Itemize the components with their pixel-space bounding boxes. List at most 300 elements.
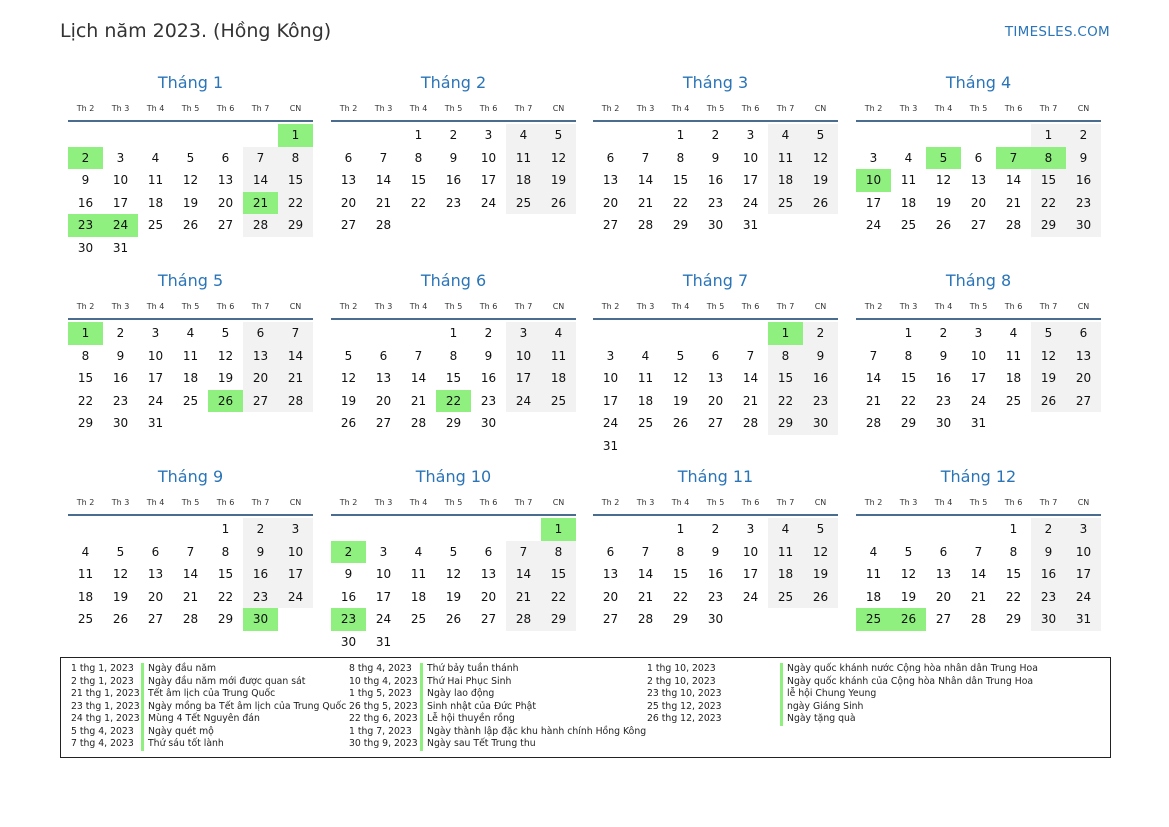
week-row — [856, 563, 1101, 586]
weekend-day: 2 — [803, 322, 838, 345]
day-cell: 28 — [637, 218, 654, 233]
weekday-header — [68, 296, 313, 320]
day-cell: 12 — [900, 567, 917, 582]
day-cell: 6 — [484, 544, 493, 559]
holiday-day: 26 — [891, 608, 926, 631]
day-cell: 14 — [1005, 173, 1022, 188]
weekend-day: 9 — [243, 541, 278, 564]
legend-holiday-name: Ngày đầu năm — [141, 663, 216, 676]
empty-cell — [138, 237, 173, 260]
weekday-label: Th 5 — [969, 498, 988, 507]
day-cell: 8 — [221, 544, 230, 559]
day-cell: 17 — [480, 173, 497, 188]
legend-row — [71, 688, 346, 701]
day-cell: 14 — [637, 173, 654, 188]
legend-row — [647, 676, 1038, 689]
day-cell: 24 — [147, 393, 164, 408]
month-block — [68, 270, 313, 435]
day-cell: 31 — [147, 416, 164, 431]
month-block — [331, 466, 576, 654]
day-cell: 16 — [935, 371, 952, 386]
day-cell: 27 — [970, 218, 987, 233]
holiday-day: 1 — [768, 322, 803, 345]
weekend-day: 5 — [541, 124, 576, 147]
day-cell: 18 — [77, 589, 94, 604]
day-cell: 7 — [379, 150, 388, 165]
day-cell: 14 — [375, 173, 392, 188]
legend-holiday-name: Ngày quốc khánh của Cộng hòa Nhân dân Trung Hoa — [780, 676, 1033, 689]
day-cell: 24 — [602, 416, 619, 431]
legend-row — [71, 676, 346, 689]
weekday-header — [856, 492, 1101, 516]
day-cell: 25 — [637, 416, 654, 431]
day-cell: 8 — [676, 150, 685, 165]
day-cell: 4 — [186, 326, 195, 340]
weekday-label: Th 7 — [776, 302, 795, 311]
holiday-day: 2 — [331, 541, 366, 564]
weekday-label: Th 5 — [181, 104, 200, 113]
day-cell: 19 — [445, 589, 462, 604]
day-cell: 11 — [865, 567, 882, 582]
day-cell: 8 — [676, 544, 685, 559]
empty-cell — [243, 237, 278, 260]
day-cell: 27 — [147, 612, 164, 627]
day-cell: 7 — [746, 348, 755, 363]
day-cell: 1 — [676, 128, 685, 142]
weekend-day: 18 — [541, 367, 576, 390]
legend-date: 10 thg 4, 2023 — [349, 675, 418, 687]
legend-date: 2 thg 1, 2023 — [71, 675, 134, 687]
week-row — [593, 214, 838, 237]
day-cell: 30 — [707, 218, 724, 233]
day-cell: 15 — [217, 567, 234, 582]
day-cell: 13 — [707, 371, 724, 386]
empty-cell — [961, 518, 996, 541]
weekday-label: Th 3 — [111, 302, 130, 311]
weekend-day: 17 — [278, 563, 313, 586]
week-row — [331, 322, 576, 345]
day-cell: 16 — [77, 195, 94, 210]
weekday-label: Th 4 — [146, 302, 165, 311]
empty-cell — [768, 214, 803, 237]
weekday-label: Th 5 — [181, 302, 200, 311]
day-cell: 11 — [147, 173, 164, 188]
day-cell: 1 — [1009, 522, 1018, 536]
weekday-label: Th 5 — [706, 302, 725, 311]
empty-cell — [208, 412, 243, 435]
day-cell: 2 — [449, 128, 458, 142]
legend-row — [349, 726, 646, 739]
day-cell: 18 — [182, 371, 199, 386]
week-row — [593, 435, 838, 458]
week-row — [856, 147, 1101, 170]
day-cell: 16 — [340, 589, 357, 604]
weekday-label: Th 2 — [339, 302, 358, 311]
legend-row — [349, 713, 646, 726]
day-cell: 12 — [340, 371, 357, 386]
day-cell: 3 — [869, 150, 878, 165]
weekday-label: Th 7 — [514, 104, 533, 113]
day-cell: 27 — [217, 218, 234, 233]
week-row — [331, 412, 576, 435]
weekday-label: Th 7 — [514, 302, 533, 311]
legend-row — [349, 738, 646, 751]
empty-cell — [856, 124, 891, 147]
weekday-label: Th 6 — [216, 104, 235, 113]
day-cell: 24 — [970, 393, 987, 408]
weekday-label: CN — [1077, 498, 1090, 507]
weekday-label: CN — [552, 302, 565, 311]
day-cell: 2 — [711, 128, 720, 142]
day-cell: 10 — [742, 544, 759, 559]
weekend-day: 15 — [768, 367, 803, 390]
legend-holiday-name: Ngày sau Tết Trung thu — [420, 738, 536, 751]
weekday-label: Th 3 — [899, 498, 918, 507]
weekday-label: Th 4 — [409, 104, 428, 113]
day-cell: 10 — [375, 567, 392, 582]
week-row — [68, 124, 313, 147]
week-row — [856, 124, 1101, 147]
legend-row — [349, 688, 646, 701]
day-cell: 5 — [221, 326, 230, 340]
holiday-day: 23 — [68, 214, 103, 237]
day-cell: 6 — [711, 348, 720, 363]
day-cell: 13 — [217, 173, 234, 188]
weekday-label: Th 5 — [181, 498, 200, 507]
day-cell: 21 — [1005, 195, 1022, 210]
week-row — [331, 518, 576, 541]
empty-cell — [138, 518, 173, 541]
weekend-day: 7 — [278, 322, 313, 345]
holiday-day: 24 — [103, 214, 138, 237]
day-cell: 14 — [865, 371, 882, 386]
day-cell: 21 — [375, 195, 392, 210]
empty-cell — [803, 214, 838, 237]
holiday-day: 22 — [436, 390, 471, 413]
legend-date: 8 thg 4, 2023 — [349, 663, 412, 674]
day-cell: 21 — [410, 393, 427, 408]
day-cell: 3 — [746, 522, 755, 536]
week-row — [856, 412, 1101, 435]
empty-cell — [138, 124, 173, 147]
day-cell: 9 — [116, 348, 125, 363]
weekend-day: 23 — [1066, 192, 1101, 215]
weekday-label: Th 5 — [444, 104, 463, 113]
day-cell: 10 — [602, 371, 619, 386]
weekday-label: Th 4 — [934, 302, 953, 311]
weekday-label: Th 3 — [899, 104, 918, 113]
month-title: Tháng 5 — [157, 271, 224, 290]
day-cell: 19 — [672, 393, 689, 408]
legend-date: 1 thg 5, 2023 — [349, 688, 412, 699]
week-row — [68, 563, 313, 586]
weekend-day: 28 — [243, 214, 278, 237]
month-block — [68, 466, 313, 631]
day-cell: 15 — [900, 371, 917, 386]
day-cell: 25 — [147, 218, 164, 233]
legend-date: 26 thg 12, 2023 — [647, 713, 722, 724]
week-row — [68, 192, 313, 215]
weekend-day: 12 — [803, 541, 838, 564]
day-cell: 12 — [217, 348, 234, 363]
day-cell: 24 — [480, 195, 497, 210]
day-cell: 12 — [182, 173, 199, 188]
day-cell: 16 — [112, 371, 129, 386]
week-row — [593, 563, 838, 586]
day-cell: 21 — [742, 393, 759, 408]
weekday-header — [68, 492, 313, 516]
empty-cell — [436, 518, 471, 541]
weekend-day: 12 — [803, 147, 838, 170]
weekday-label: Th 7 — [776, 498, 795, 507]
month-block — [68, 72, 313, 260]
empty-cell — [471, 631, 506, 654]
site-link[interactable]: TIMESLES.COM — [1004, 24, 1110, 40]
weekday-label: Th 6 — [479, 104, 498, 113]
week-row — [856, 345, 1101, 368]
day-cell: 20 — [375, 393, 392, 408]
day-cell: 6 — [151, 544, 160, 559]
weekday-label: CN — [1077, 302, 1090, 311]
weekend-day: 4 — [768, 124, 803, 147]
day-cell: 1 — [221, 522, 230, 536]
day-cell: 24 — [865, 218, 882, 233]
weekday-label: Th 3 — [636, 498, 655, 507]
weekday-label: Th 5 — [969, 104, 988, 113]
day-cell: 14 — [742, 371, 759, 386]
weekday-label: Th 2 — [339, 104, 358, 113]
day-cell: 9 — [711, 150, 720, 165]
week-row — [593, 169, 838, 192]
empty-cell — [366, 124, 401, 147]
week-row — [68, 147, 313, 170]
empty-cell — [541, 412, 576, 435]
weekend-day: 28 — [278, 390, 313, 413]
day-cell: 29 — [1005, 612, 1022, 627]
weekend-day: 18 — [768, 169, 803, 192]
week-row — [331, 563, 576, 586]
day-cell: 5 — [116, 544, 125, 559]
legend-date: 23 thg 1, 2023 — [71, 700, 140, 712]
empty-cell — [541, 631, 576, 654]
empty-cell — [401, 631, 436, 654]
empty-cell — [278, 608, 313, 631]
weekday-label: Th 4 — [146, 104, 165, 113]
empty-cell — [926, 124, 961, 147]
weekday-label: Th 4 — [671, 104, 690, 113]
weekday-label: Th 2 — [864, 104, 883, 113]
weekday-label: Th 6 — [479, 302, 498, 311]
legend-date: 1 thg 10, 2023 — [647, 663, 716, 674]
weekend-day: 30 — [1066, 214, 1101, 237]
day-cell: 30 — [935, 416, 952, 431]
day-cell: 8 — [1009, 544, 1018, 559]
holiday-day: 1 — [541, 518, 576, 541]
holiday-day: 10 — [856, 169, 891, 192]
week-row — [331, 169, 576, 192]
day-cell: 20 — [602, 195, 619, 210]
day-cell: 20 — [340, 195, 357, 210]
week-row — [593, 390, 838, 413]
day-cell: 12 — [445, 567, 462, 582]
day-cell: 17 — [147, 371, 164, 386]
empty-cell — [856, 322, 891, 345]
legend-holiday-name: Sinh nhật của Đức Phật — [420, 701, 536, 714]
day-cell: 28 — [637, 612, 654, 627]
empty-cell — [103, 518, 138, 541]
weekday-header — [856, 98, 1101, 122]
weekend-day: 14 — [278, 345, 313, 368]
day-cell: 20 — [217, 195, 234, 210]
legend-date: 1 thg 7, 2023 — [349, 725, 412, 737]
weekend-day: 16 — [1066, 169, 1101, 192]
legend-row — [349, 676, 646, 689]
empty-cell — [663, 322, 698, 345]
day-cell: 26 — [445, 612, 462, 627]
legend-column — [349, 663, 646, 751]
day-cell: 21 — [637, 195, 654, 210]
day-cell: 17 — [112, 195, 129, 210]
weekday-label: Th 2 — [601, 302, 620, 311]
weekend-day: 23 — [1031, 586, 1066, 609]
day-cell: 2 — [116, 326, 125, 340]
holiday-day: 25 — [856, 608, 891, 631]
weekday-label: Th 6 — [741, 302, 760, 311]
weekend-day: 25 — [768, 192, 803, 215]
legend-holiday-name: Ngày thành lập đặc khu hành chính Hồng Kông — [420, 726, 646, 739]
legend-row — [647, 688, 1038, 701]
weekday-label: Th 6 — [1004, 104, 1023, 113]
weekend-day: 11 — [768, 541, 803, 564]
holiday-day: 8 — [1031, 147, 1066, 170]
legend-date: 23 thg 10, 2023 — [647, 688, 722, 699]
day-cell: 2 — [711, 522, 720, 536]
weekend-day: 16 — [1031, 563, 1066, 586]
weekend-day: 17 — [1066, 563, 1101, 586]
weekday-label: Th 7 — [1039, 498, 1058, 507]
weekday-label: Th 4 — [146, 498, 165, 507]
day-cell: 9 — [449, 150, 458, 165]
weekend-day: 22 — [768, 390, 803, 413]
day-cell: 28 — [182, 612, 199, 627]
month-block — [331, 270, 576, 435]
week-row — [856, 608, 1101, 631]
day-cell: 26 — [182, 218, 199, 233]
day-cell: 15 — [77, 371, 94, 386]
empty-cell — [856, 518, 891, 541]
day-cell: 6 — [939, 544, 948, 559]
day-cell: 4 — [414, 544, 423, 559]
weekend-day: 20 — [243, 367, 278, 390]
week-row — [68, 367, 313, 390]
weekend-day: 29 — [541, 608, 576, 631]
month-block — [593, 270, 838, 458]
empty-cell — [401, 322, 436, 345]
weekday-label: Th 3 — [636, 302, 655, 311]
empty-cell — [68, 124, 103, 147]
day-cell: 11 — [1005, 348, 1022, 363]
legend-holiday-name: Ngày quét mộ — [141, 726, 214, 739]
weekend-day: 25 — [768, 586, 803, 609]
day-cell: 11 — [410, 567, 427, 582]
week-row — [856, 192, 1101, 215]
weekend-day: 14 — [243, 169, 278, 192]
week-row — [331, 147, 576, 170]
week-row — [68, 322, 313, 345]
weekend-day: 25 — [506, 192, 541, 215]
holiday-day: 2 — [68, 147, 103, 170]
weekday-label: CN — [814, 498, 827, 507]
empty-cell — [733, 608, 768, 631]
weekday-label: Th 2 — [76, 498, 95, 507]
weekend-day: 2 — [1066, 124, 1101, 147]
day-cell: 9 — [81, 173, 90, 188]
month-title: Tháng 8 — [945, 271, 1012, 290]
month-title: Tháng 1 — [157, 73, 224, 92]
day-cell: 13 — [602, 173, 619, 188]
empty-cell — [663, 435, 698, 458]
day-cell: 18 — [865, 589, 882, 604]
weekend-day: 5 — [1031, 322, 1066, 345]
day-cell: 20 — [707, 393, 724, 408]
day-cell: 19 — [217, 371, 234, 386]
day-cell: 3 — [974, 326, 983, 340]
day-cell: 19 — [340, 393, 357, 408]
day-cell: 20 — [480, 589, 497, 604]
day-cell: 19 — [112, 589, 129, 604]
empty-cell — [1066, 412, 1101, 435]
day-cell: 10 — [742, 150, 759, 165]
weekend-day: 15 — [1031, 169, 1066, 192]
empty-cell — [366, 518, 401, 541]
day-cell: 6 — [379, 348, 388, 363]
day-cell: 27 — [602, 612, 619, 627]
week-row — [331, 586, 576, 609]
day-cell: 22 — [672, 589, 689, 604]
day-cell: 11 — [637, 371, 654, 386]
day-cell: 23 — [707, 589, 724, 604]
week-row — [593, 147, 838, 170]
month-title: Tháng 10 — [415, 467, 492, 486]
legend-holiday-name: Ngày đầu năm mới được quan sát — [141, 676, 305, 689]
weekday-label: Th 3 — [374, 104, 393, 113]
weekend-day: 30 — [1031, 608, 1066, 631]
day-cell: 1 — [904, 326, 913, 340]
weekend-day: 2 — [243, 518, 278, 541]
weekend-day: 9 — [1031, 541, 1066, 564]
legend-holiday-name: Ngày quốc khánh nước Cộng hòa nhân dân Trung Hoa — [780, 663, 1038, 676]
weekday-label: Th 2 — [339, 498, 358, 507]
weekday-label: CN — [552, 104, 565, 113]
day-cell: 21 — [970, 589, 987, 604]
empty-cell — [173, 518, 208, 541]
day-cell: 24 — [742, 589, 759, 604]
weekday-label: Th 6 — [216, 302, 235, 311]
day-cell: 5 — [186, 150, 195, 165]
day-cell: 31 — [742, 218, 759, 233]
day-cell: 13 — [970, 173, 987, 188]
day-cell: 29 — [900, 416, 917, 431]
weekday-label: Th 7 — [514, 498, 533, 507]
weekday-label: Th 4 — [671, 302, 690, 311]
weekend-day: 18 — [506, 169, 541, 192]
day-cell: 17 — [865, 195, 882, 210]
month-title: Tháng 4 — [945, 73, 1012, 92]
weekday-label: Th 6 — [1004, 498, 1023, 507]
weekday-label: Th 7 — [251, 104, 270, 113]
day-cell: 4 — [1009, 326, 1018, 340]
day-cell: 22 — [900, 393, 917, 408]
